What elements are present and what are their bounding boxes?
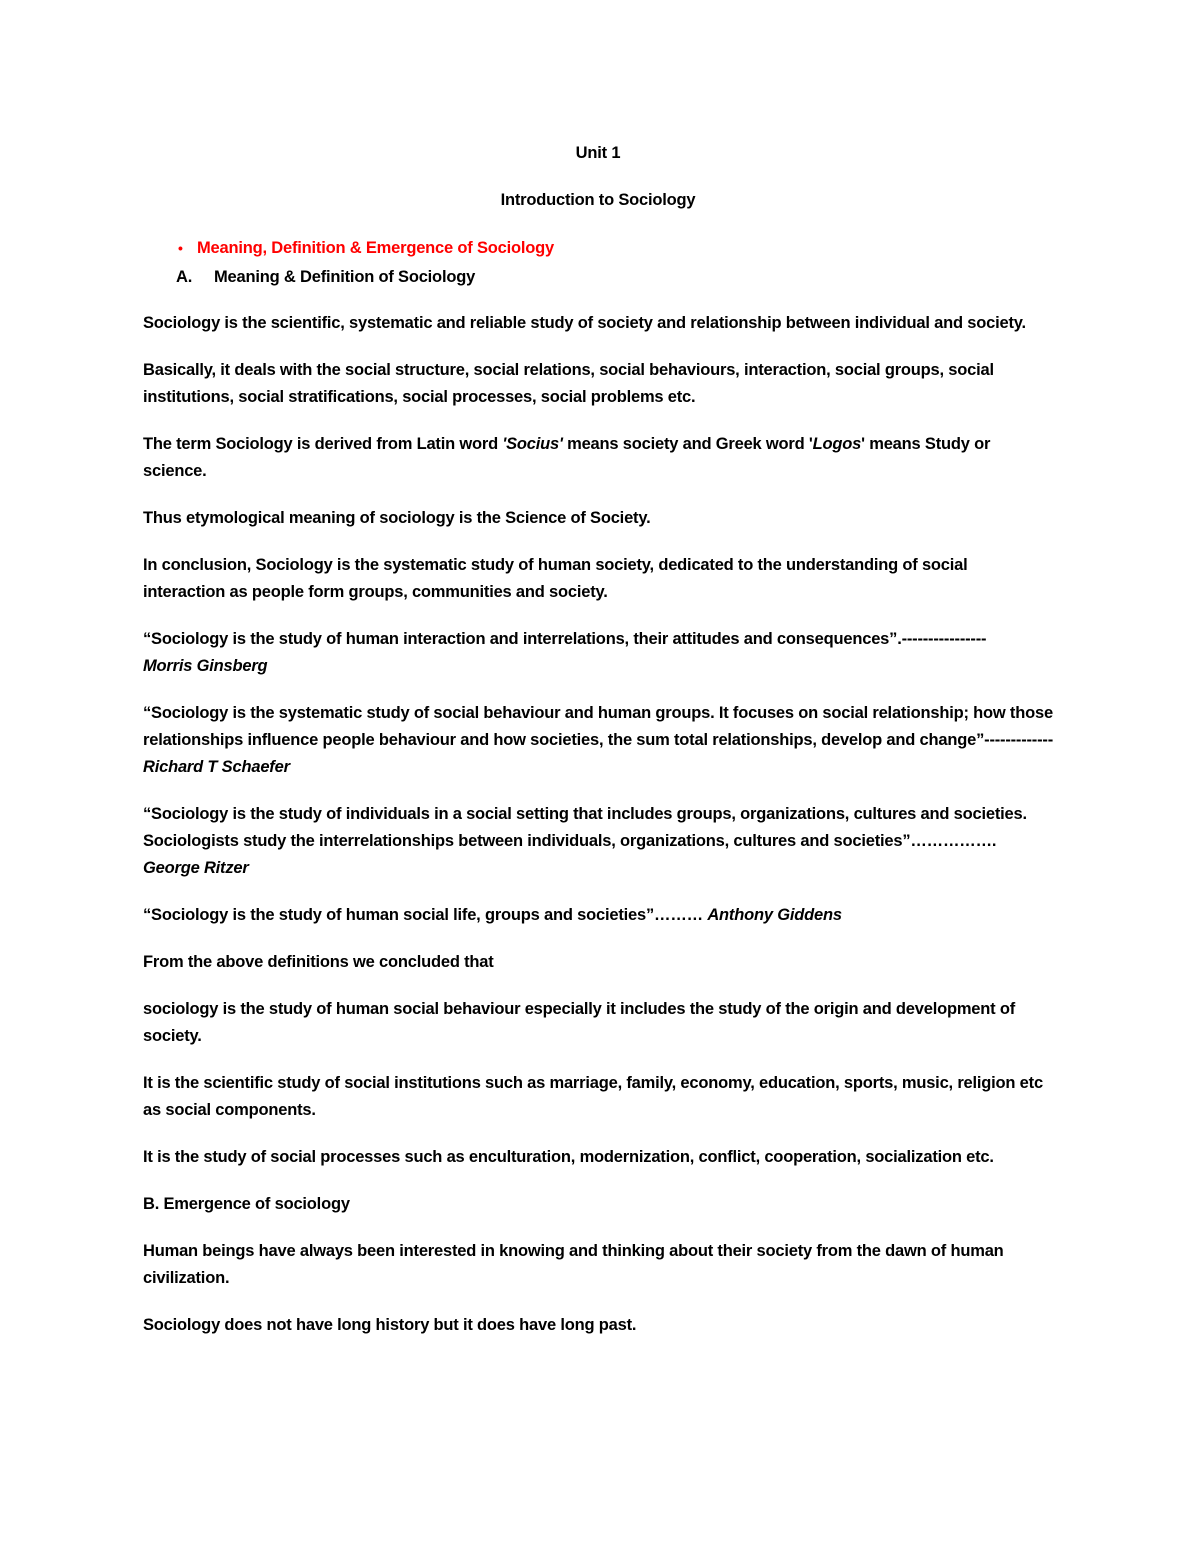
bullet-heading-text: Meaning, Definition & Emergence of Sociology <box>197 239 554 257</box>
quote-ginsberg-author: Morris Ginsberg <box>143 657 268 675</box>
etymology-socius: 'Socius' <box>502 435 563 453</box>
paragraph-human-interest: Human beings have always been interested in knowing and thinking about their society from the dawn of human civilization. <box>143 1242 1004 1287</box>
paragraph-definition: Sociology is the scientific, systematic and reliable study of society and relationship between individual and society. <box>143 314 1026 332</box>
unit-title: Unit 1 <box>575 144 621 162</box>
bullet-icon: • <box>178 240 183 256</box>
paragraph-processes: It is the study of social processes such as enculturation, modernization, conflict, cooperation, socialization etc. <box>143 1148 994 1166</box>
quote-ritzer <box>143 801 1053 882</box>
etymology-part-1: The term Sociology is derived from Latin word <box>143 435 503 453</box>
section-a-title: Meaning & Definition of Sociology <box>214 268 476 286</box>
paragraph-etymology <box>143 431 1053 485</box>
bullet-heading <box>143 235 1053 262</box>
paragraph-human-behaviour: sociology is the study of human social behaviour especially it includes the study of the origin and development of society. <box>143 1000 1016 1045</box>
paragraph-conclusion: In conclusion, Sociology is the systematic study of human society, dedicated to the understanding of social interaction as people form groups, communities and society. <box>143 556 968 601</box>
quote-schaefer-author: Richard T Schaefer <box>143 758 290 776</box>
quote-giddens-author: Anthony Giddens <box>707 906 842 924</box>
paragraph-institutions: It is the scientific study of social institutions such as marriage, family, economy, education, sports, music, religion etc as social components. <box>143 1074 1043 1119</box>
section-a-heading <box>143 264 1053 291</box>
etymology-logos: Logos <box>812 435 862 453</box>
paragraph-etymological-meaning: Thus etymological meaning of sociology is the Science of Society. <box>143 509 651 527</box>
paragraph-scope: Basically, it deals with the social structure, social relations, social behaviours, interaction, social groups, social institutions, social stratifications, social processes, social problems etc. <box>143 361 994 406</box>
quote-ritzer-author: George Ritzer <box>143 859 249 877</box>
etymology-part-3: ' means Study or science. <box>143 435 991 480</box>
chapter-title: Introduction to Sociology <box>500 191 696 209</box>
paragraph-concluded: From the above definitions we concluded that <box>143 953 494 971</box>
etymology-part-2: means society and Greek word ' <box>562 435 813 453</box>
section-a-marker: A. <box>176 268 193 286</box>
quote-ginsberg <box>143 626 1053 680</box>
paragraph-history: Sociology does not have long history but it does have long past. <box>143 1316 637 1334</box>
quote-schaefer-text: “Sociology is the systematic study of social behaviour and human groups. It focuses on social relationship; how those relationships influence people behaviour and how societies, the sum total relationships, develop and change”------------- <box>143 704 1053 749</box>
quote-ritzer-text: “Sociology is the study of individuals in a social setting that includes groups, organizations, cultures and societies. Sociologists study the interrelationships between individuals, organizations, cultures and societies”……………. <box>143 805 1027 850</box>
quote-ginsberg-text: “Sociology is the study of human interaction and interrelations, their attitudes and consequences”.---------------- <box>143 630 987 648</box>
document-body <box>143 140 1053 1359</box>
section-b-heading: B. Emergence of sociology <box>143 1195 350 1213</box>
quote-giddens <box>143 902 1053 929</box>
quote-giddens-text: “Sociology is the study of human social life, groups and societies”……… <box>143 906 708 924</box>
quote-schaefer <box>143 700 1053 781</box>
